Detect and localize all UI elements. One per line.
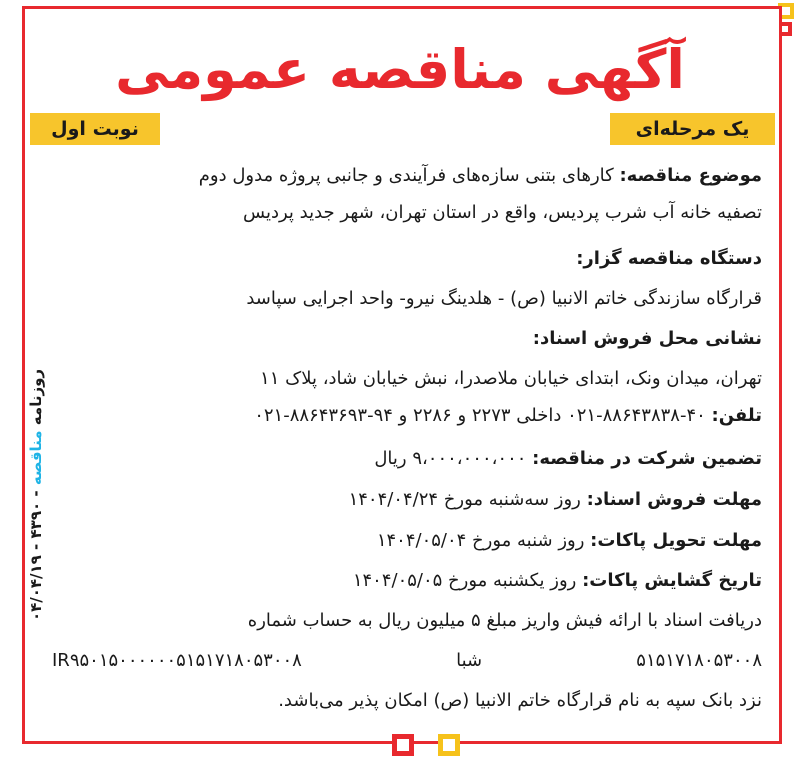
delivery-deadline-line (52, 522, 762, 559)
payment-line-1: دریافت اسناد با ارائه فیش واریز مبلغ ۵ میلیون ریال به حساب شماره (247, 610, 762, 631)
newspaper-stamp (16, 330, 56, 660)
address-label: نشانی محل فروش اسناد: (532, 328, 762, 349)
newspaper-brand: مناقصه (27, 430, 45, 486)
shaba-number: IR۹۵۰۱۵۰۰۰۰۰۰۵۱۵۱۷۱۸۰۵۳۰۰۸ (52, 650, 302, 671)
payment-line-3: نزد بانک سپه به نام قرارگاه خاتم الانبیا (ص) امکان پذیر می‌باشد. (278, 690, 762, 711)
delivery-deadline-label: مهلت تحویل پاکات: (590, 530, 762, 551)
address-value: تهران، میدان ونک، ابتدای خیابان ملاصدرا، نبش خیابان شاد، پلاک ۱۱ (260, 368, 762, 389)
subject-block (52, 157, 762, 231)
subject-value-2: تصفیه خانه آب شرب پردیس، واقع در استان تهران، شهر جدید پردیس (243, 202, 762, 223)
sale-deadline-value: روز سه‌شنبه مورخ ۱۴۰۴/۰۴/۲۴ (348, 489, 581, 510)
organizer-label: دستگاه مناقصه گزار: (576, 248, 762, 269)
phone-value: ۴۰-۸۸۶۴۳۸۳۸-۰۲۱ داخلی ۲۲۷۳ و ۲۲۸۶ و ۹۴-۸۸۶۴۳۶۹۳-۰۲۱ (254, 405, 706, 426)
opening-date-line (52, 562, 762, 599)
opening-date-value: روز یکشنبه مورخ ۱۴۰۴/۰۵/۰۵ (352, 570, 577, 591)
guarantee-value: ۹،۰۰۰،۰۰۰،۰۰۰ ریال (374, 448, 527, 469)
newspaper-prefix: روزنامه (27, 368, 45, 426)
account-number: ۵۱۵۱۷۱۸۰۵۳۰۰۸ (636, 650, 762, 671)
shaba-label: شبا (456, 650, 483, 671)
delivery-deadline-value: روز شنبه مورخ ۱۴۰۴/۰۵/۰۴ (376, 530, 585, 551)
phone-line (52, 397, 762, 434)
sale-deadline-label: مهلت فروش اسناد: (586, 489, 762, 510)
ad-title: آگهی مناقصه عمومی (115, 38, 685, 101)
subject-value-1: کارهای بتنی سازه‌های فرآیندی و جانبی پروژه مدول دوم (198, 165, 614, 186)
bottom-red-square (392, 734, 414, 756)
phone-label: تلفن: (711, 405, 762, 426)
subject-line-1 (52, 157, 762, 194)
organizer-value: قرارگاه سازندگی خاتم الانبیا (ص) - هلدینگ نیرو- واحد اجرایی سپاسد (246, 288, 762, 309)
newspaper-stamp-text (27, 369, 45, 621)
guarantee-line (52, 440, 762, 477)
stage-badge: یک مرحله‌ای (610, 113, 775, 145)
guarantee-label: تضمین شرکت در مناقصه: (532, 448, 762, 469)
sale-deadline-line (52, 481, 762, 518)
payment-line-2 (52, 642, 762, 679)
round-badge: نوبت اول (30, 113, 160, 145)
subject-label: موضوع مناقصه: (619, 165, 762, 186)
bottom-yellow-square (438, 734, 460, 756)
newspaper-issue: - ۴۳۹۰ - ۰۴/۰۴/۱۹ (27, 490, 45, 622)
opening-date-label: تاریخ گشایش پاکات: (582, 570, 762, 591)
